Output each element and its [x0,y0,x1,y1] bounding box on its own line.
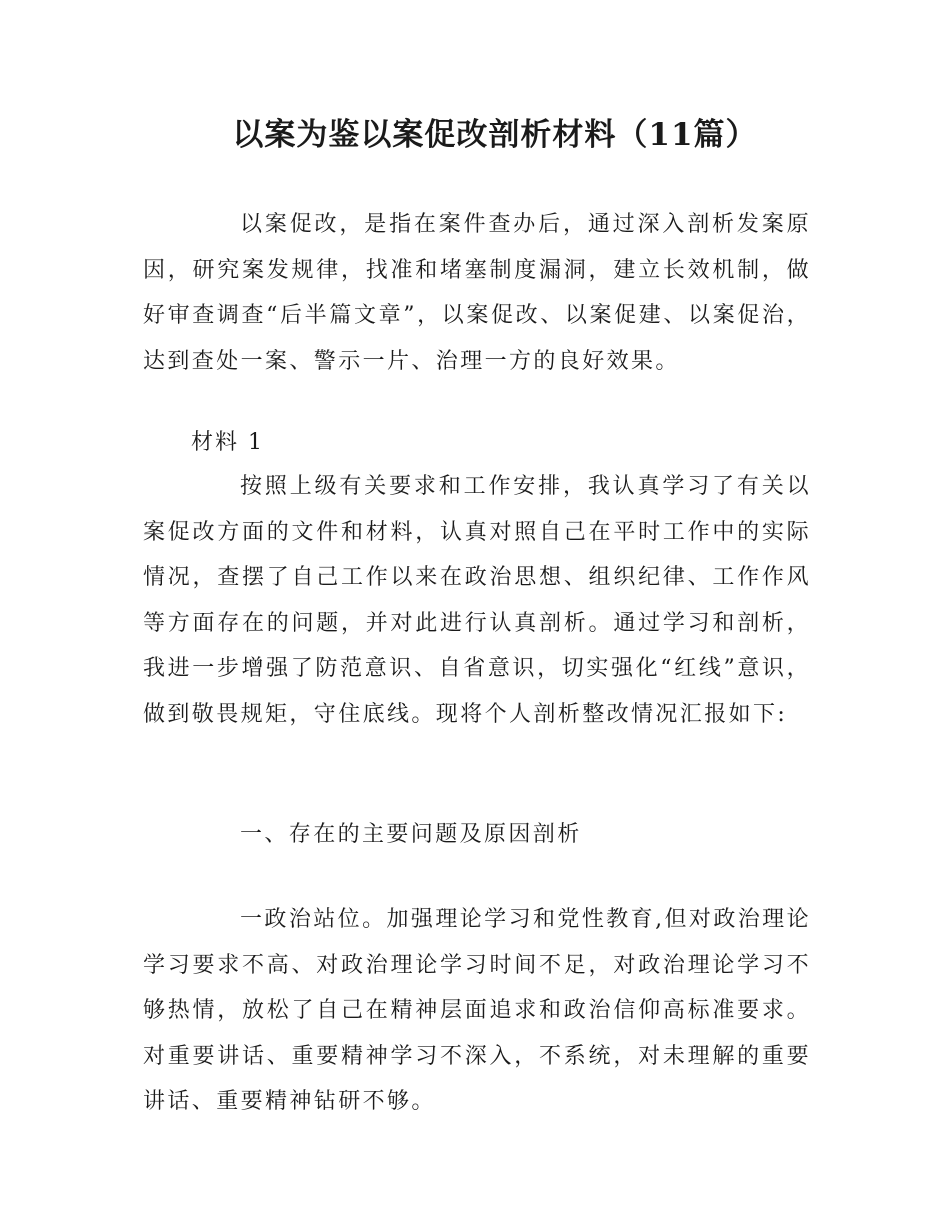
document-title: 以案为鉴以案促改剖析材料（11篇） [232,117,758,153]
material-1-label: 材料 1 [191,430,264,455]
intro-paragraph: 以案促改，是指在案件查办后，通过深入剖析发案原因，研究案发规律，找准和堵塞制度漏洞，建立长效机制，做好审查调查“后半篇文章”，以案促改、以案促建、以案促治，达到查处一案、警示一片、治理一方的良好效果。 [143,212,811,374]
material-1-paragraph: 按照上级有关要求和工作安排，我认真学习了有关以案促改方面的文件和材料，认真对照自己在平时工作中的实际情况，查摆了自己工作以来在政治思想、组织纪律、工作作风等方面存在的问题，并对此进行认真剖析。通过学习和剖析，我进一步增强了防范意识、自省意识，切实强化“红线”意识，做到敬畏规矩，守住底线。现将个人剖析整改情况汇报如下: [143,474,811,727]
section-1-heading: 一、存在的主要问题及原因剖析 [240,822,582,847]
political-stance-paragraph: 一政治站位。加强理论学习和党性教育,但对政治理论学习要求不高、对政治理论学习时间不足，对政治理论学习不够热情，放松了自己在精神层面追求和政治信仰高标准要求。对重要讲话、重要精神学习不深入，不系统，对未理解的重要讲话、重要精神钻研不够。 [143,907,811,1114]
